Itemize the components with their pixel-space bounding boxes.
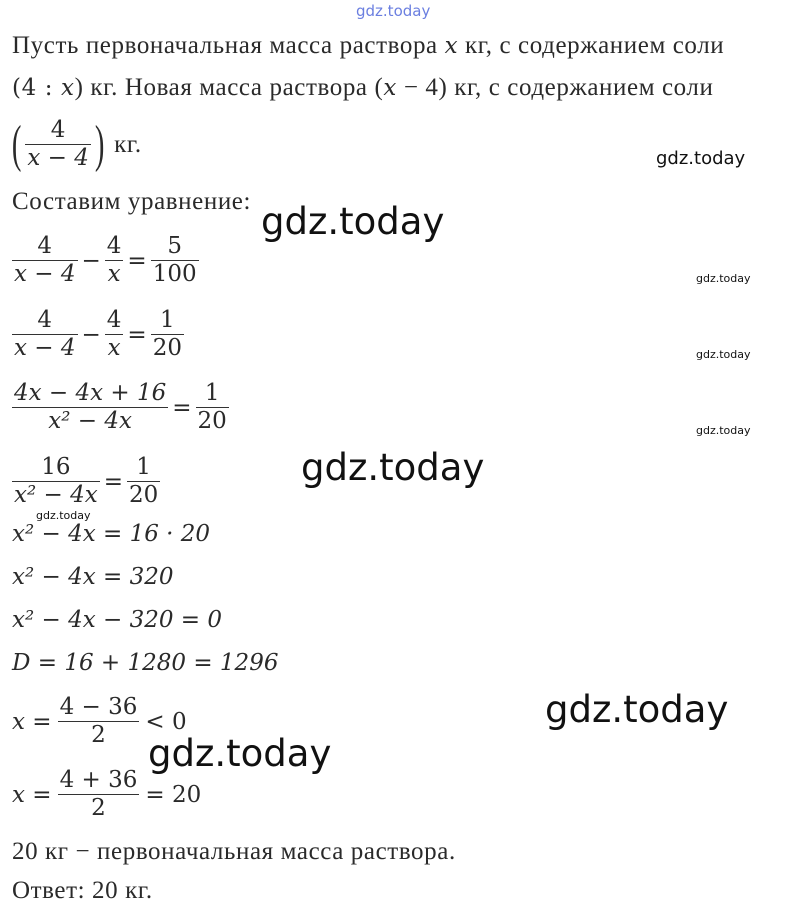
intro-line-1: Пусть первоначальная масса раствора x кг, с содержанием соли (12, 32, 725, 59)
equation-2: $\frac{4}{x - 4}$ − $\frac{4}{x}$ = $\frac{1}{20}$ (14, 307, 182, 361)
watermark-large: gdz.today (261, 200, 445, 243)
intro-line-3: ( $\frac{4}{x - 4}$ ) кг. (11, 115, 142, 173)
watermark-small: gdz.today (656, 148, 746, 169)
equation-9: x = $\frac{4 - 36}{2}$ < 0 (12, 694, 187, 748)
watermark-tiny: gdz.today (36, 509, 91, 522)
fraction: $\frac{4}{x - 4}$ (27, 117, 89, 171)
watermark-large: gdz.today (301, 446, 485, 489)
equation-4: $\frac{16}{\text{x² − 4x}}$ = $\frac{1}{20}$ (14, 454, 159, 508)
watermark-top: gdz.today (356, 2, 431, 20)
equation-5: x² − 4x = 16 · 20 (12, 521, 211, 547)
watermark-tiny: gdz.today (696, 424, 751, 437)
equation-3: $\frac{4x - 4x + 16}{\text{x² − 4x}}$ = $\frac{1}{20}$ (14, 380, 227, 434)
equation-10: x = $\frac{4 + 36}{2}$ = 20 (12, 767, 202, 821)
watermark-tiny: gdz.today (696, 272, 751, 285)
watermark-large: gdz.today (545, 688, 729, 731)
equation-1: $\frac{4}{x - 4}$ − $\frac{4}{x}$ = $\frac{5}{100}$ (14, 233, 197, 287)
answer-text: Ответ: 20 кг. (12, 877, 153, 904)
watermark-large: gdz.today (148, 732, 332, 775)
equation-6: x² − 4x = 320 (12, 564, 174, 590)
equation-8: D = 16 + 1280 = 1296 (12, 650, 279, 676)
equation-7: x² − 4x − 320 = 0 (12, 607, 223, 633)
intro-line-2: (4 : x) кг. Новая масса раствора (x − 4) кг, с содержанием соли (12, 74, 714, 101)
conclusion-text: 20 кг − первоначальная масса раствора. (12, 838, 456, 865)
equation-heading: Составим уравнение: (12, 188, 252, 215)
watermark-tiny: gdz.today (696, 348, 751, 361)
